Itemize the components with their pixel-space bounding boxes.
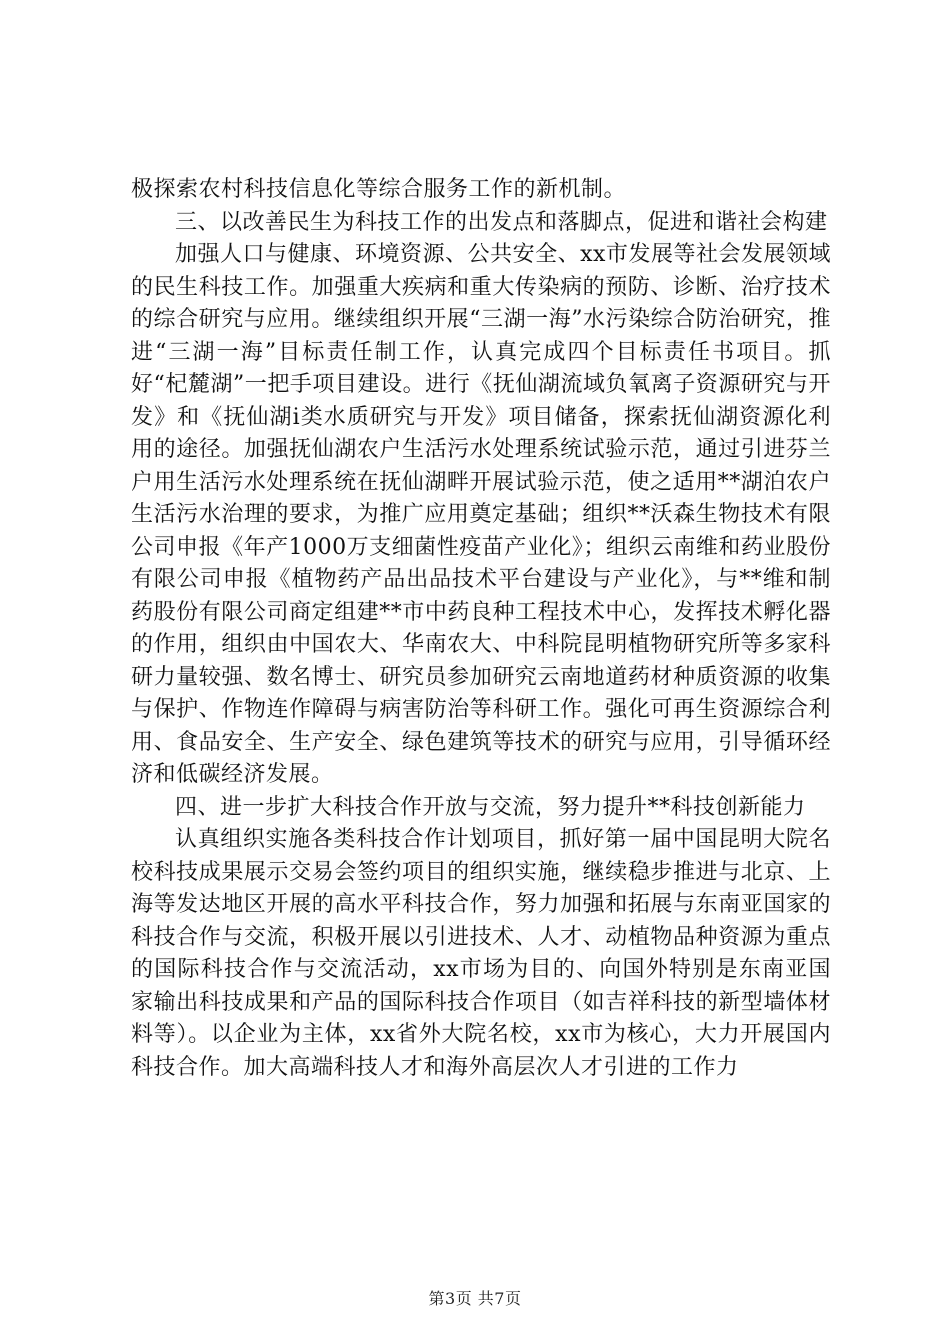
document-body xyxy=(131,174,831,1084)
paragraph-continuation: 极探索农村科技信息化等综合服务工作的新机制。 xyxy=(131,177,627,202)
section-heading-4: 四、进一步扩大科技合作开放与交流，努力提升**科技创新能力 xyxy=(175,794,806,820)
page-number-footer: 第3页 共7页 xyxy=(428,1289,522,1308)
paragraph-section-3-body: 加强人口与健康、环境资源、公共安全、xx市发展等社会发展领域的民生科技工作。加强重大疾病和重大传染病的预防、诊断、治疗技术的综合研究与应用。继续组织开展“三湖一海”水污染综合防治研究，推进“三湖一海”目标责任制工作，认真完成四个目标责任书项目。抓好“杞麓湖”一把手项目建设。进行《抚仙湖流域负氧离子资源研究与开发》和《抚仙湖i类水质研究与开发》项目储备，探索抚仙湖资源化利用的途径。加强抚仙湖农户生活污水处理系统试验示范，通过引进芬兰户用生活污水处理系统在抚仙湖畔开展试验示范，使之适用**湖泊农户生活污水治理的要求，为推广应用奠定基础；组织**沃森生物技术有限公司申报《年产1000万支细菌性疫苗产业化》；组织云南维和药业股份有限公司申报《植物药产品出品技术平台建设与产业化》，与**维和制药股份有限公司商定组建**市中药良种工程技术中心，发挥技术孵化器的作用，组织由中国农大、华南农大、中科院昆明植物研究所等多家科研力量较强、数名博士、研究员参加研究云南地道药材种质资源的收集与保护、作物连作障碍与病害防治等科研工作。强化可再生资源综合利用、食品安全、生产安全、绿色建筑等技术的研究与应用，引导循环经济和低碳经济发展。 xyxy=(131,242,831,787)
section-heading-3: 三、以改善民生为科技工作的出发点和落脚点，促进和谐社会构建 xyxy=(175,209,828,235)
paragraph-section-4-body: 认真组织实施各类科技合作计划项目，抓好第一届中国昆明大院名校科技成果展示交易会签约项目的组织实施，继续稳步推进与北京、上海等发达地区开展的高水平科技合作，努力加强和拓展与东南亚国家的科技合作与交流，积极开展以引进技术、人才、动植物品种资源为重点的国际科技合作与交流活动，xx市场为目的、向国外特别是东南亚国家输出科技成果和产品的国际科技合作项目（如吉祥科技的新型墙体材料等）。以企业为主体，xx省外大院名校，xx市为核心，大力开展国内科技合作。加大高端科技人才和海外高层次人才引进的工作力 xyxy=(131,827,831,1080)
